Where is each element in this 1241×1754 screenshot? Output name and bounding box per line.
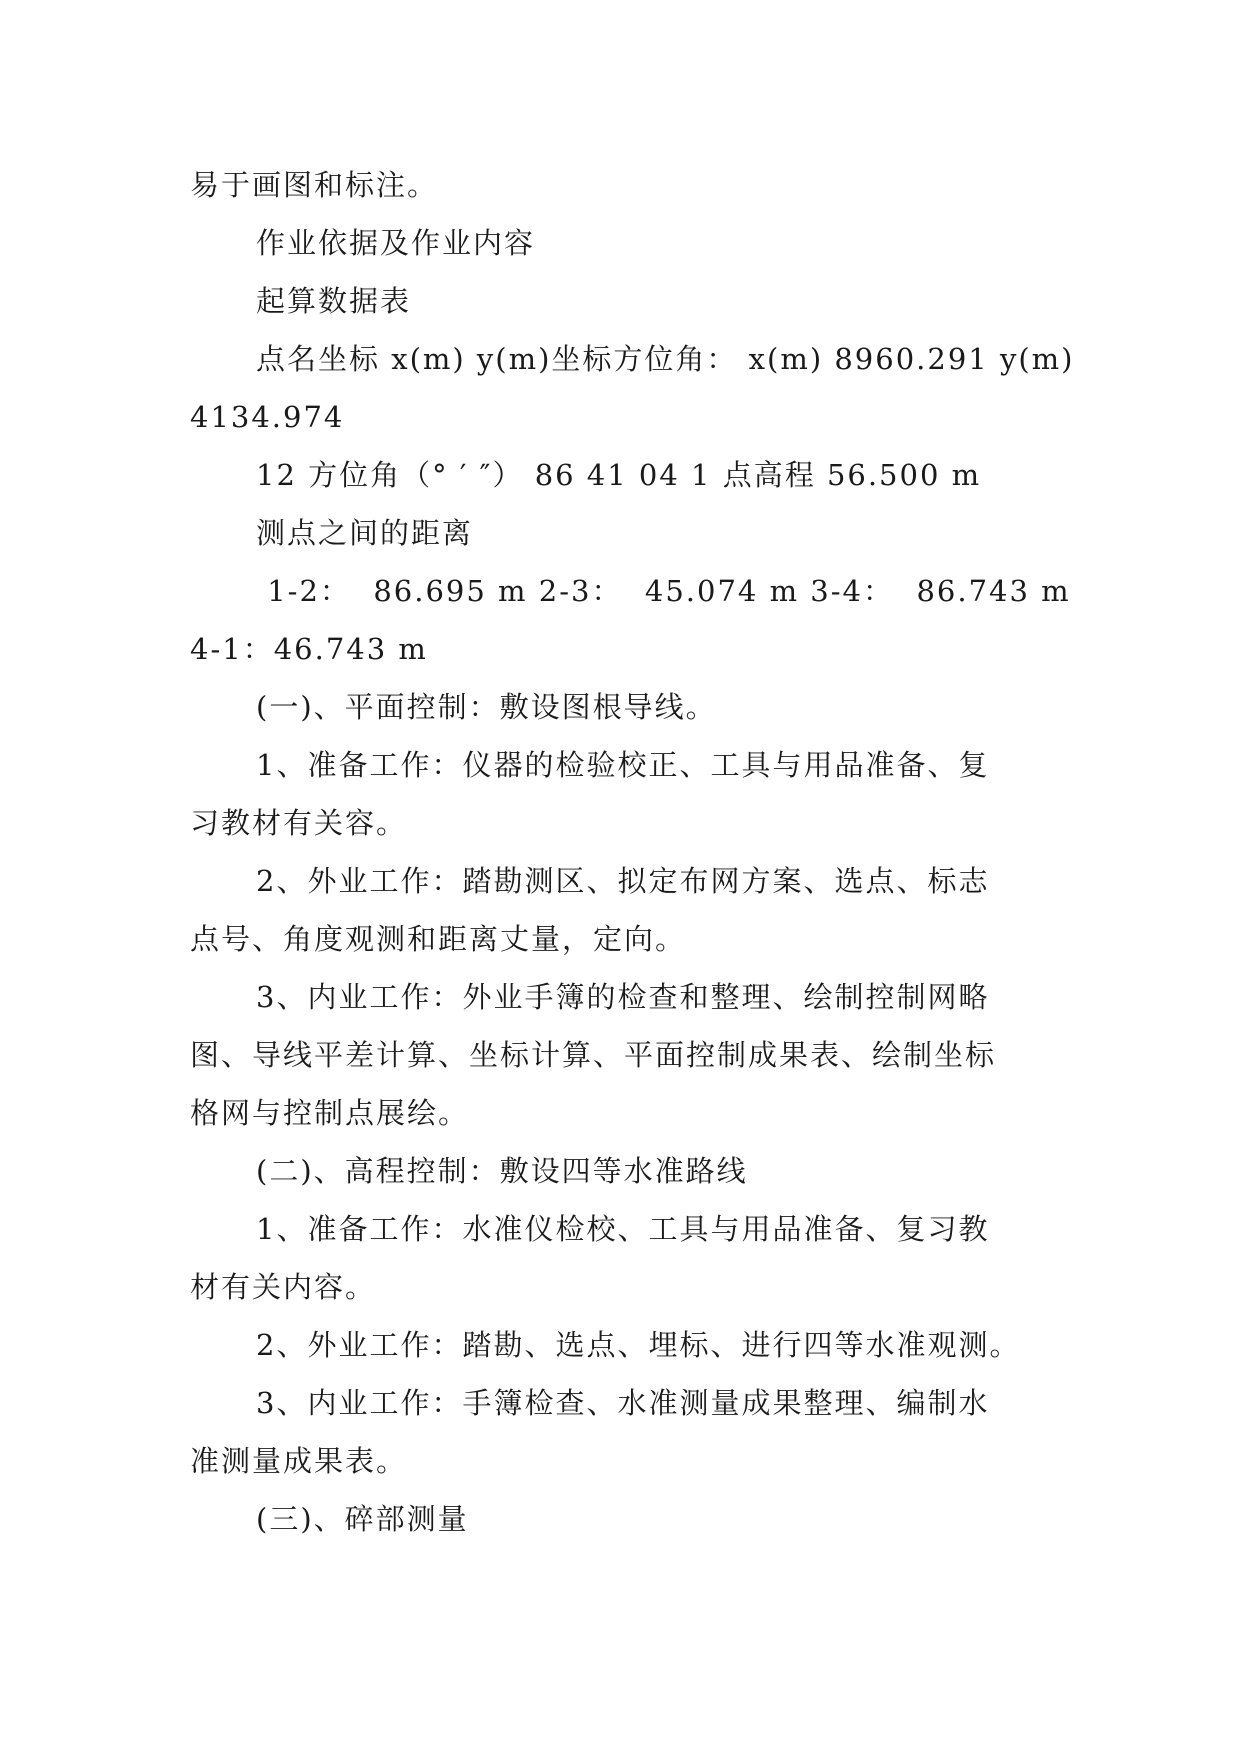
section-heading: (二)、高程控制：敷设四等水准路线 [256,1154,748,1188]
section-heading: (三)、碎部测量 [256,1502,469,1536]
section-heading: 作业依据及作业内容 [256,226,536,260]
paragraph-line: 点号、角度观测和距离丈量，定向。 [190,922,687,956]
paragraph-line: 准测量成果表。 [190,1444,408,1478]
paragraph-line: 2、外业工作：踏勘、选点、埋标、进行四等水准观测。 [256,1328,1021,1362]
paragraph-line: 图、导线平差计算、坐标计算、平面控制成果表、绘制坐标 [190,1038,997,1072]
paragraph-line: 格网与控制点展绘。 [190,1096,470,1130]
paragraph-line: 1、准备工作：水准仪检校、工具与用品准备、复习教 [256,1212,990,1246]
paragraph-line: 习教材有关容。 [190,806,408,840]
document-body [190,156,1075,1548]
paragraph-line: 材有关内容。 [190,1270,377,1304]
paragraph-line: 12 方位角（° ′ ″） 86 41 04 1 点高程 56.500 m [256,458,982,492]
section-heading: 起算数据表 [256,284,412,318]
paragraph-line: 4-1：46.743 m [190,632,428,666]
paragraph-line: 2、外业工作：踏勘测区、拟定布网方案、选点、标志 [256,864,990,898]
paragraph-line: 4134.974 [190,400,345,434]
paragraph-line: 1、准备工作：仪器的检验校正、工具与用品准备、复 [256,748,990,782]
section-heading: (一)、平面控制：敷设图根导线。 [256,690,717,724]
paragraph-line: 点名坐标 x(m) y(m)坐标方位角： x(m) 8960.291 y(m) [256,342,1075,376]
paragraph-line: 3、内业工作：手簿检查、水准测量成果整理、编制水 [256,1386,990,1420]
section-heading: 测点之间的距离 [256,516,474,550]
paragraph-line: 易于画图和标注。 [190,168,439,202]
paragraph-line: 3、内业工作：外业手簿的检查和整理、绘制控制网略 [256,980,990,1014]
paragraph-line: 1-2： 86.695 m 2-3： 45.074 m 3-4： 86.743 m [256,574,1071,608]
